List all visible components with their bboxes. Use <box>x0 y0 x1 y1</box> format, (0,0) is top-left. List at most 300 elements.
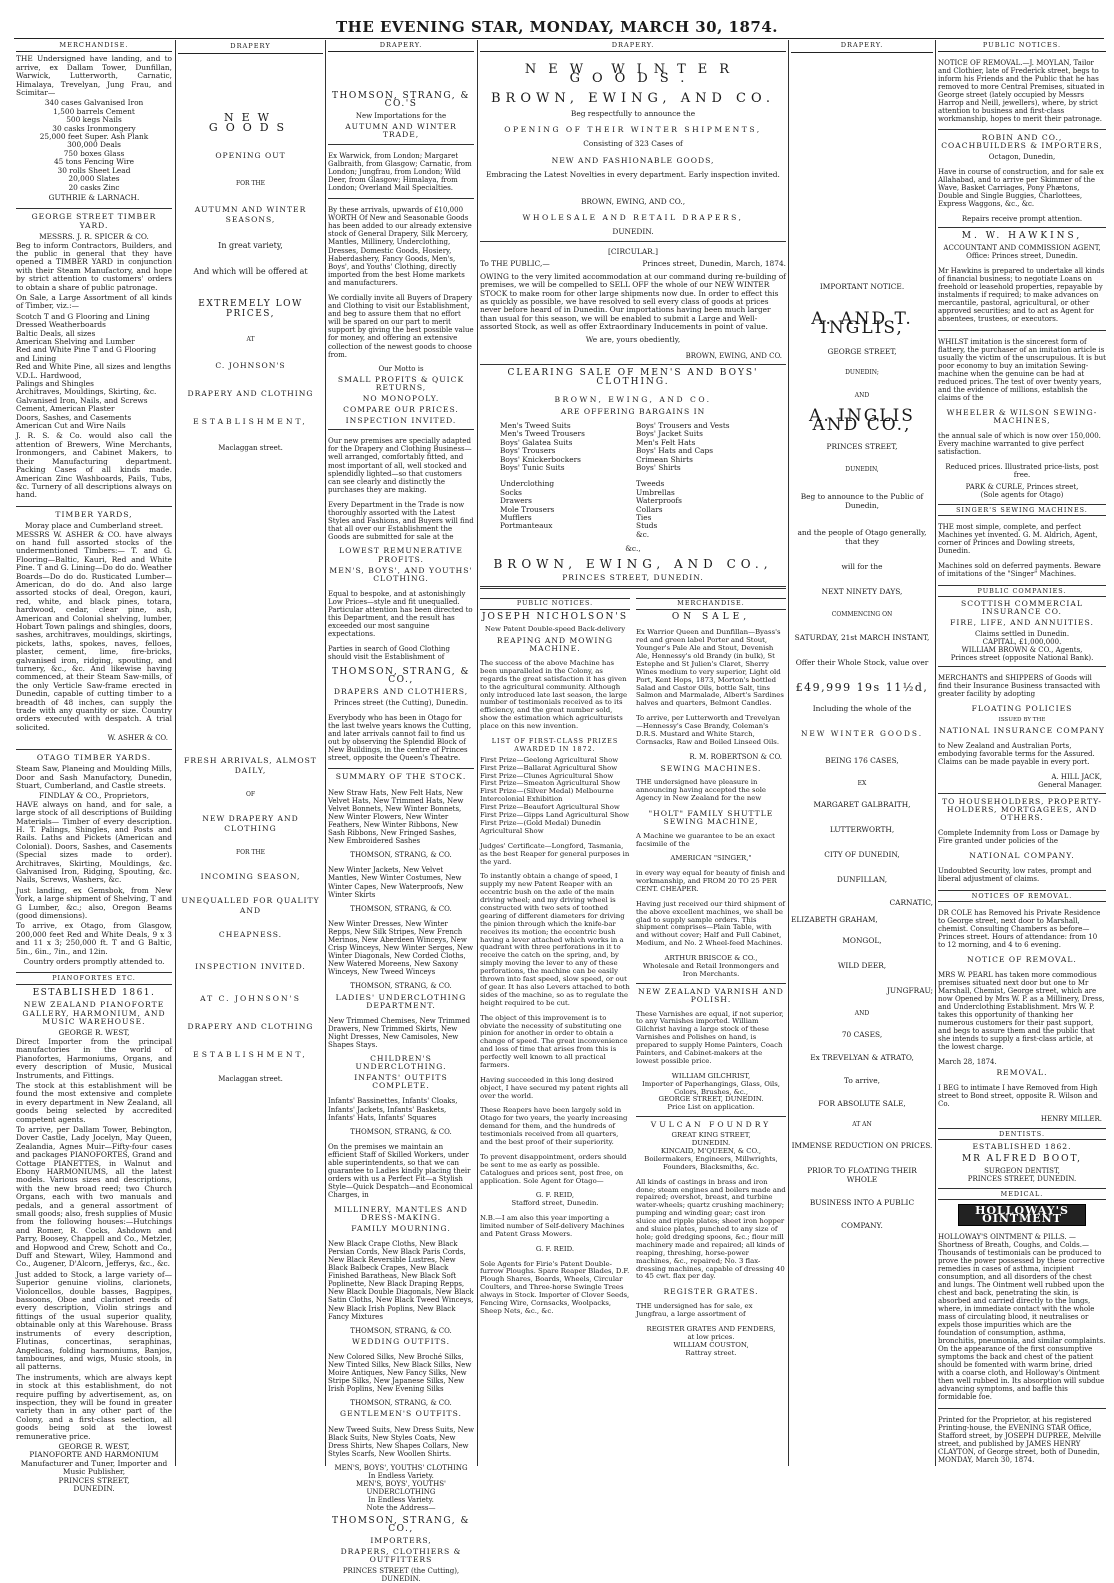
ad-text: the annual sale of which is now over 150,000. Every machine warranted to give perfect satisfaction. <box>938 432 1101 456</box>
list-item: Cement, American Plaster <box>16 404 115 414</box>
ad-line: EXTREMELY LOW PRICES, <box>198 299 303 319</box>
ad-text: WHILST imitation is the sincerest form of flattery, the purchaser of an imitation article is usually the victim of the unscrupulous. It is but poor economy to buy an imitation Sewing-machine when the genuine can be had at reduced prices. The test of over twenty years, and the evidence of millions, establish the claims of the <box>938 338 1106 402</box>
ad-heading: A. INGLIS AND CO., <box>809 406 915 435</box>
list-item: Galvanised Iron, Nails, and Screws <box>16 395 148 405</box>
column-rule <box>477 40 478 1466</box>
ad-signature: BROWN, EWING, AND CO., <box>580 196 686 206</box>
ad-text: Country orders promptly attended to. <box>23 957 165 967</box>
ad-text: N.B.—I am also this year importing a limited number of Self-delivery Machines and Patent Grass Mowers. <box>480 1214 625 1238</box>
divider <box>938 793 1106 794</box>
ad-line: CHILDREN'S UNDERCLOTHING. <box>355 1054 447 1072</box>
list-item: Underclothing <box>500 479 555 489</box>
ad-text: Have in course of construction, and for sale ex Allahabad, and to arrive per Skimmer of the Wave, Basket Carriages, Pony Phætons, Double and Single Buggies, Charlottees, Express Waggons, &c., &c. <box>938 168 1104 208</box>
ad-text: To arrive, per Lutterworth and Trevelyan—Hennessy's Case Brandy, Coleman's D.R.S. Mustard and White Starch, Cornsacks, Raw and Boiled Linseed Oils. <box>636 714 781 746</box>
ad-text: Ex Warwick, from London; Margaret Galbraith, from Glasgow; Carnatic, from London; Jungfrau, from London; Wild Deer, from Glasgow; Himalaya, from London; Overland Mail Specialties. <box>328 151 472 192</box>
ad-text: THE undersigned has for sale, ex Jungfrau, a large assortment of <box>636 1302 753 1318</box>
ad-line: GREAT KING STREET, <box>671 1131 751 1140</box>
ad-line: MEN'S, BOYS', YOUTHS' CLOTHING <box>334 1463 468 1472</box>
divider <box>16 749 172 750</box>
ad-line: AT C. JOHNSON'S <box>200 994 301 1003</box>
ad-heading: GEORGE STREET TIMBER YARD. <box>31 212 157 230</box>
ad-text: Just added to Stock, a large variety of—Superior genuine violins, clarionets, Violoncellos, double basses, Bagpipes, bassoons, Oboe and clarionet reeds of every description, Violin strings and fittings of the usual superior quality, obtainable only at this Warehouse. Brass instruments of every description, Flutinas, concertinas, seraphinas, Angelicas, folding harmoniums, Banjos, tambourines, and wigs, Music stools, in all patterns. <box>16 1269 172 1372</box>
divider <box>328 144 474 145</box>
list-item: Collars <box>636 504 663 514</box>
ad-line: [CIRCULAR.] <box>608 246 658 256</box>
ad-signature: ARTHUR BRISCOE & CO., <box>664 954 758 963</box>
ship-name: JUNGFRAU; <box>886 986 933 995</box>
ad-line: DRAPERS AND CLOTHIERS, <box>333 686 469 696</box>
ad-line: CHEAPNESS. <box>218 930 283 939</box>
ad-signature: BROWN, EWING, AND CO. <box>685 351 782 360</box>
ad-line: To arrive, <box>844 1076 880 1085</box>
ad-signature: PARK & CURLE, Princes street, <box>965 483 1079 491</box>
list-item: &c. <box>636 529 650 539</box>
ad-firm: MESSRS. J. R. SPICER & CO. <box>39 232 149 242</box>
ad-line: WEDDING OUTFITS. <box>351 1336 451 1346</box>
ad-text: By these arrivals, upwards of £10,000 WORTH Of New and Seasonable Goods has been added to our already extensive stock of General Drapery, Silk Mercery, Mantles, Millinery, Underclothing, Dresses, Domestic Goods, Hosiery, Haberdashery, Fancy Goods, Men's, Boys', and Youths' Clothing, directly imported from the best Home markets and manufacturers. <box>328 206 472 287</box>
ship-name: CARNATIC, <box>889 898 933 907</box>
ad-line: AT <box>246 336 255 343</box>
list-item: Men's Tweed Trousers <box>500 429 585 439</box>
ad-line: NATIONAL COMPANY. <box>969 851 1075 860</box>
ad-heading: THOMSON, STRANG, & CO.'S <box>332 91 470 110</box>
ad-signature: Stafford street, Dunedin. <box>511 1199 599 1208</box>
list-item: Mole Trousers <box>500 504 555 514</box>
ad-signature: R. M. ROBERTSON & CO. <box>689 752 782 761</box>
ad-line: Maclaggan street. <box>218 444 283 452</box>
ad-text: Our new premises are specially adapted for the Drapery and Clothing Business—well arranged, comfortably fitted, and most important of all, well stocked and splendidly lighted—so that customers can see clearly and distinctly the purchases they are making. <box>328 437 472 494</box>
ad-signature: THOMSON, STRANG, & CO. <box>350 851 452 860</box>
ad-line: FIRE, LIFE, AND ANNUITIES. <box>950 618 1094 627</box>
ad-signature: WILLIAM GILCHRIST, <box>671 1071 751 1080</box>
ad-line: Princes street, Dunedin, March, 1874. <box>642 259 786 269</box>
ad-text: MRS W. PEARL has taken more commodious premises situated next door but one to Mr Marshall, Chemist, George street, which are now Opened by Mrs W. P. as a Millinery, Dress, and Underclothing Establishment. Mrs W. P. takes this opportunity of thanking her numerous customers for their past support, and begs to assure them and the public that she intends to supply a first-class article, at the lowest charge. <box>938 971 1105 1051</box>
list-item: 340 cases Galvanised Iron <box>44 98 144 108</box>
ad-signature: W. ASHER & CO. <box>107 734 168 743</box>
ad-line: ESTABLISHED 1862. <box>972 1142 1072 1151</box>
ad-heading: BROWN, EWING, AND CO. <box>490 91 775 107</box>
ad-heading: NEW ZEALAND PIANOFORTE GALLERY, HARMONIUM, AND MUSIC WAREHOUSE. <box>22 1000 166 1027</box>
ad-line: PRINCES STREET, DUNEDIN. <box>967 1175 1077 1183</box>
ad-line: In great variety, <box>218 241 283 250</box>
ad-line: Maclaggan street. <box>218 1075 283 1083</box>
ad-heading: BROWN, EWING, AND CO., <box>493 556 773 571</box>
ad-text: New Winter Jackets, New Velvet Mantles, New Winter Costumes, New Winter Capes, New Waterproofs, New Winter Skirts <box>328 866 464 899</box>
list-item: Baltic Deals, all sizes <box>16 328 96 338</box>
ad-line: AND <box>854 1010 870 1017</box>
column-drapery-inglis <box>791 40 933 1466</box>
ad-line: MEN'S, BOYS', YOUTHS' UNDERCLOTHING <box>356 1480 446 1497</box>
list-item: Waterproofs <box>636 496 682 506</box>
ad-line: OPENING OF THEIR WINTER SHIPMENTS, <box>504 125 762 135</box>
divider <box>328 768 474 769</box>
ad-line: WHEELER & WILSON SEWING-MACHINES, <box>946 408 1098 425</box>
divider <box>636 1116 786 1117</box>
ad-text: Ex Warrior Queen and Dunfillan—Byass's red and green label Porter and Stout, Younger's Pale Ale and Stout, Devenish Ale, Hennessy's old Brandy (in bulk), St Estephe and St Julien's Claret, Sherry Wines medium to very superior, Light old Port, Kent Hops, 1873, Morton's bottled Salad and Castor Oils, bottle Salt, tins Salmon and Marmalade, Albert's Sardines halves and quarters, Belmont Candles. <box>636 628 784 708</box>
divider <box>938 330 1106 331</box>
section-tag: PUBLIC COMPANIES. <box>938 585 1106 597</box>
list-item: Boys' Tunic Suits <box>500 463 565 472</box>
ad-heading: ROBIN AND CO., COACHBUILDERS & IMPORTERS, <box>941 133 1103 150</box>
list-item: Men's Tweed Suits <box>500 420 571 430</box>
list-item: Crimean Shirts <box>636 454 693 464</box>
ad-heading: VULCAN FOUNDRY <box>650 1120 772 1130</box>
ad-line: DUNEDIN, <box>845 466 879 473</box>
ad-signature: THOMSON, STRANG, & CO. <box>350 982 452 991</box>
ad-subheading: Moray place and Cumberland street. <box>24 521 164 531</box>
ad-line: "HOLT" FAMILY SHUTTLE SEWING MACHINE, <box>648 808 774 826</box>
ad-signature: GUTHRIE & LARNACH. <box>48 192 140 202</box>
ad-heading: IMPORTANT NOTICE. <box>819 282 905 291</box>
imprint: Printed for the Proprietor, at his registered Printing-house, the EVENING STAR Office, Stafford street, by JOSEPH DUPREE, Melville street, and published by JAMES HENRY CLAYTON, of George street, both of Dunedin, MONDAY, March 30, 1874. <box>938 1416 1101 1464</box>
section-tag: MEDICAL. <box>938 1188 1106 1200</box>
list-item: Mufflers <box>500 513 532 523</box>
ad-text: New Winter Dresses, New Winter Repps, New Silk Stripes, New French Merinos, New Aberdeen Winceys, New Crisp Winceys, New Winter Serges, New Winter Diagonals, New Corded Cloths, New Watered Moreens, New Saxony Winceys, New Tweed Winceys <box>328 919 474 977</box>
column-heading: DRAPERY. <box>480 40 786 52</box>
ship-name: DUNFILLAN, <box>836 875 888 884</box>
masthead-rule <box>14 38 1104 39</box>
ad-line: NEW DRAPERY AND CLOTHING <box>202 814 299 833</box>
ad-line: Claims settled in Dunedin. <box>974 630 1070 638</box>
ad-line: Reduced prices. Illustrated price-lists, post free. <box>945 463 1099 479</box>
ship-name: MARGARET GALBRAITH, <box>813 800 911 809</box>
ad-line: DRAPERS, CLOTHIERS & OUTFITTERS <box>340 1546 462 1564</box>
ad-text: to New Zealand and Australian Ports, embodying favorable terms for the Assured. Claims can be made payable in every port. <box>938 742 1095 766</box>
ad-line: at low prices. <box>687 1332 735 1341</box>
ad-line: COMMENCING ON <box>831 611 893 618</box>
ad-line: Repairs receive prompt attention. <box>961 215 1083 223</box>
ad-heading: A. AND T. INGLIS, <box>811 309 913 338</box>
ad-heading: SEWING MACHINES. <box>660 763 762 773</box>
ad-heading: NOTICE OF REMOVAL. <box>967 955 1077 964</box>
ad-line: Consisting of 323 Cases of <box>583 139 683 149</box>
ship-name: CITY OF DUNEDIN, <box>824 850 900 859</box>
ad-signature: Rattray street. <box>685 1348 737 1357</box>
spicer-ad <box>16 213 172 499</box>
divider <box>16 506 172 507</box>
ad-text: To prevent disappointment, orders should be sent to me as early as possible. Catalogues and prices sent, post free, on application. Sole Agent for Otago— <box>480 1152 627 1185</box>
ad-line: PRINCES STREET (the Cutting), <box>342 1566 460 1575</box>
ad-line: IMMENSE REDUCTION ON PRICES. <box>791 1141 933 1150</box>
ad-heading: CLEARING SALE OF MEN'S AND BOYS' CLOTHING. <box>507 368 759 387</box>
list-item: Architraves, Mouldings, Skirting, &c. <box>16 387 157 397</box>
ad-text: Every Department in the Trade is now thoroughly assorted with the Latest Styles and Fashions, and Buyers will find that all over our Establishment the Goods are submitted for sale at the <box>328 500 474 542</box>
ad-signature: DUNEDIN. <box>612 227 654 237</box>
bargain-list-left <box>500 422 630 539</box>
ad-text: New Black Crape Cloths, New Black Persian Cords, New Black Paris Cords, New Black Reversible Lustres, New Black Balbeck Crapes, New Black Finished Baratheas, New Black Soft Poplinette, New Black Draping Repps, New Black Double Diagonals, New Black Satin Cloths, New Black Tweed Winceys, New Black Irish Poplins, New Black Fancy Mixtures <box>328 1239 474 1321</box>
ad-signature: DUNEDIN. <box>73 1484 115 1493</box>
ad-signature: WILLIAM COUSTON, <box>673 1340 749 1349</box>
prize-list <box>480 757 630 836</box>
ad-text: MESSRS W. ASHER & CO. have always on hand full assorted stocks of the undermentioned Timbers:— T. and G. Flooring—Baltic, Kauri, Red and White Pine. T and G. Lining—Do do do. Weather Boards—Do do do. Rusticated Lumber—American, do do do. And also large assorted stocks of deal, Oregon, kauri, red, white, and black pines, totara, hardwood, cedar, clear pine, ash, American and Colonial shelving, lumber, Hobart Town palings and shingles, doors, sashes, architraves, mouldings, skirtings, pickets, laths, spokes, naves, felloes, plaster, cement, lime, fire-bricks, galvanised iron, ridging, spouting, and turnery, &c., &c. And likewise having commenced, at their Steam Saw-mills, of the only Verticle Saw-frame erected in Dunedin, capable of cutting timber to a breadth of 48 inches, can supply the trade with any quantity or size. Country orders executed with despatch. A trial solicited. <box>16 529 172 732</box>
ad-line: PRINCES STREET, DUNEDIN. <box>562 573 704 583</box>
list-item: American Cut and Wire Nails <box>16 421 126 431</box>
list-item: Ties <box>636 513 652 523</box>
ad-text: The instruments, which are always kept in stock at this establishment, do not require puffing by advertisement, as, on inspection, they will be found in greater variety than in any other part of the Colony, and a first-class selection, all goods being sold at the lowest remunerative price. <box>16 1372 172 1441</box>
ad-text: On Sale, a Large Assortment of all kinds of Timber, viz.:— <box>16 292 172 311</box>
ship-name: MONGOL, <box>842 936 882 945</box>
ad-line: BROWN, EWING, AND CO. <box>554 395 712 405</box>
list-item: 25,000 feet Super. Ash Plank <box>39 132 149 142</box>
column-heading: DRAPERY <box>178 40 323 54</box>
ad-line: BUSINESS INTO A PUBLIC <box>809 1198 915 1207</box>
ad-signature: General Manager. <box>1038 781 1102 789</box>
bargain-list-right <box>636 422 766 539</box>
ad-line: DUNEDIN. <box>381 1575 421 1583</box>
ad-line: MEN'S, BOYS', AND YOUTHS' CLOTHING. <box>329 565 473 583</box>
ad-text: Complete Indemnity from Loss or Damage by Fire granted under policies of the <box>938 829 1100 845</box>
column-drapery-johnson <box>178 40 323 1466</box>
section-tag: SINGER'S SEWING MACHINES. <box>938 504 1106 516</box>
ad-text: MERCHANTS and SHIPPERS of Goods will find their Insurance Business transacted with greater facility by adopting <box>938 674 1101 698</box>
lower-columns <box>480 593 786 1357</box>
list-item: 1,500 barrels Cement <box>53 106 135 116</box>
ad-line: EX <box>857 780 867 787</box>
list-item: First Prize—Geelong Agricultural Show <box>480 755 619 764</box>
circular-header <box>480 260 786 268</box>
column-heading: DRAPERY. <box>791 40 933 53</box>
otago-timber-ad <box>16 754 172 967</box>
ad-line: ARE OFFERING BARGAINS IN <box>560 406 706 416</box>
divider <box>480 586 786 589</box>
ad-signature: PIANOFORTE AND HARMONIUM <box>29 1450 159 1460</box>
ad-text: Just landing, ex Gemsbok, from New York, a large shipment of Shelving, T and G Lumber, &c.; also, Oregon Beams (good dimensions). <box>16 885 172 920</box>
ad-line: OF <box>245 791 256 798</box>
ad-line: Princes street (the Cutting), Dunedin. <box>333 698 469 707</box>
ad-line: FAMILY MOURNING. <box>351 1223 451 1233</box>
list-item: Studs <box>636 521 658 531</box>
section-tag: NOTICES OF REMOVAL. <box>938 890 1106 902</box>
ad-text: The object of this improvement is to obviate the necessity of substituting one pinion for another in order to obtain a change of speed. The great inconvenience and loss of time that arises from this is perfectly well known to all practical farmers. <box>480 1013 628 1070</box>
ad-line: AND <box>854 392 870 399</box>
list-item: Boys' Trousers and Vests <box>636 420 730 430</box>
ad-line: Including the whole of the <box>812 704 912 713</box>
ad-text: Mr Hawkins is prepared to undertake all kinds of financial business; to negotiate Loans on freehold or leasehold properties, repayable by instalments if required; to make advances on mercantile, pastoral, agricultural, or other approved securities; and to act as Agent for absentees, trustees, or executors. <box>938 267 1105 323</box>
ad-firm: GEORGE R. WEST, <box>58 1028 130 1038</box>
ad-signature: WHOLESALE AND RETAIL DRAPERS, <box>522 213 744 223</box>
ad-text: Undoubted Security, low rates, prompt and liberal adjustment of claims. <box>938 867 1092 883</box>
ad-heading: TO HOUSEHOLDERS, PROPERTY-HOLDERS, MORTGAGEES, AND OTHERS. <box>942 797 1102 822</box>
section-tag: PUBLIC NOTICES. <box>480 598 630 610</box>
column-heading: PUBLIC NOTICES. <box>938 40 1106 52</box>
ad-line: PRIOR TO FLOATING THEIR WHOLE <box>807 1166 917 1184</box>
ad-line: and the people of Otago generally, that they <box>797 528 927 546</box>
column-public-notices-right <box>938 40 1106 1466</box>
ad-line: Ex TREVELYAN & ATRATO, <box>810 1053 914 1062</box>
bargain-lists <box>500 422 766 539</box>
ad-line: Octagon, Dunedin, <box>988 153 1056 161</box>
ad-text: THE undersigned have pleasure in announcing having accepted the sole Agency in New Zealand for the new <box>636 778 766 803</box>
ad-line: UNEQUALLED FOR QUALITY AND <box>181 896 320 915</box>
ad-line: C. JOHNSON'S <box>215 361 286 370</box>
ad-line: BEING 176 CASES, <box>825 756 899 765</box>
ad-line: &c., <box>625 544 641 554</box>
ad-line: AMERICAN "SINGER," <box>670 854 752 863</box>
list-item: First Prize—Clunes Agricultural Show <box>480 771 614 780</box>
ad-text: To instantly obtain a change of speed, I supply my new Patent Reaper with an eccentric bush on the axle of the main driving wheel; and my driving wheel is constructed with two sets of toothed gearing of different diameters for driving the pinion through which the knife-bar receives its motion; the eccentric bush having a lever attached which works in a quadrant with three perforations in it to receive the catch on the spring, and, by simply moving the lever to any of these perforations, the machine can be easily thrown into fast speed, slow speed, or out of gear. It has also Levers attached to both sides of the machine, so as to regulate the height required to be cut. <box>480 872 630 1007</box>
ad-line: AT AN <box>852 1121 872 1128</box>
ad-signature: Manufacturer and Tuner, Importer and Music Publisher, <box>20 1458 168 1477</box>
ad-text: Parties in search of Good Clothing should visit the Establishment of <box>328 645 450 662</box>
divider <box>480 241 786 242</box>
ad-text: New Trimmed Chemises, New Trimmed Drawers, New Trimmed Skirts, New Night Dresses, New Camisoles, New Shapes Stays. <box>328 1016 471 1049</box>
ad-line: DUNEDIN; <box>845 369 879 376</box>
ad-text: THE Undersigned have landing, and to arrive, ex Dallam Tower, Dunfillan, Warwick, Lutterworth, Carnatic, Himalaya, Trevelyan, Jung Frau, and Scimitar— <box>16 54 172 98</box>
column-drapery-thomson <box>328 40 474 1583</box>
list-item: Palings and Shingles <box>16 379 94 389</box>
ad-firm: FINDLAY & CO., Proprietors, <box>39 791 149 801</box>
ad-heading: THOMSON, STRANG, & CO., <box>332 666 470 685</box>
ad-text: Beg to inform Contractors, Builders, and the public in general that they have opened a TIMBER YARD in conjunction with their Steam Manufactory, and hope by strict attention to customers' orders to obtain a share of public patronage. <box>16 240 172 292</box>
ad-heading: TIMBER YARDS, <box>55 509 133 519</box>
ad-signature: HENRY MILLER. <box>1040 1115 1102 1123</box>
section-tag: DENTISTS. <box>938 1128 1106 1140</box>
ad-line: COMPANY. <box>841 1221 883 1230</box>
ad-line: ESTABLISHMENT, <box>193 1050 308 1059</box>
list-item: First Prize—Smeaton Agricultural Show <box>480 779 621 788</box>
ad-line: NATIONAL INSURANCE COMPANY <box>939 726 1105 735</box>
column-merchandise-2 <box>636 593 786 1357</box>
ad-heading: M. W. HAWKINS, <box>961 231 1083 241</box>
ad-signature: GEORGE STREET, DUNEDIN. <box>658 1095 764 1104</box>
item-list <box>16 99 172 191</box>
list-item: 500 kegs Nails <box>66 115 122 125</box>
list-item: Boys' Trousers <box>500 446 556 456</box>
list-item: First Prize—Beaufort Agricultural Show <box>480 803 620 812</box>
ad-line: OPENING OUT <box>215 151 286 160</box>
list-item: Men's Felt Hats <box>636 437 696 447</box>
ad-line: SATURDAY, 21st MARCH INSTANT, <box>794 633 930 642</box>
ad-line: SUMMARY OF THE STOCK. <box>335 772 467 782</box>
ad-text: THE most simple, complete, and perfect Machines yet invented. G. M. Aldrich, Agent, corner of Princes and Dowling streets, Dunedin. <box>938 523 1098 555</box>
column-merchandise <box>16 40 172 1493</box>
ad-text: Steam Saw, Planeing and Moulding Mills, Door and Sash Manufactory, Dunedin, Stuart, Cumberland, and Castle streets. <box>16 764 172 790</box>
ad-line: COMPARE OUR PRICES. <box>343 405 459 415</box>
ad-line: FOR THE <box>235 180 266 187</box>
ad-line: INFANTS' OUTFITS COMPLETE. <box>354 1073 448 1091</box>
ship-name: WILD DEER, <box>837 961 887 970</box>
list-item: 45 tons Fencing Wire <box>53 157 134 167</box>
list-item: Tweeds <box>636 479 665 489</box>
holloway-banner: HOLLOWAY'S OINTMENT <box>958 1204 1086 1226</box>
ad-text: These Varnishes are equal, if not superior, to any Varnishes imported. William Gilchrist having a large stock of these Varnishes and Polishes on hand, is prepared to supply Home Painters, Coach Painters, and Cabinet-makers at the lowest possible price. <box>636 1009 784 1065</box>
list-item: Scotch T and G Flooring and Lining <box>16 311 150 321</box>
ad-line: MILLINERY, MANTLES AND DRESS-MAKING. <box>334 1204 468 1222</box>
column-rule <box>175 40 176 1466</box>
ad-text: Direct Importer from the principal manufactories in the world of Pianofortes, Harmoniums, Organs, and every description of Music, Musical Instruments, and Fittings. <box>16 1036 172 1080</box>
ad-heading: REGISTER GRATES. <box>663 1287 759 1297</box>
section-tag: MERCHANDISE. <box>636 598 786 610</box>
ad-line: NEXT NINETY DAYS, <box>821 587 903 596</box>
ad-heading: OTAGO TIMBER YARDS. <box>36 752 152 762</box>
ad-text: Equal to bespoke, and at astonishingly Low Prices—style and fit unequalled. Particular attention has been directed to this Department, and the result has exceeded our most sanguine expectations. <box>328 589 473 639</box>
column-public-notices <box>480 593 630 1357</box>
ad-line: SURGEON DENTIST, <box>984 1167 1060 1175</box>
list-item: Boys' Knickerbockers <box>500 454 581 464</box>
column-rule <box>325 40 326 1466</box>
ad-text: All kinds of castings in brass and iron done; steam engines and boilers made and repaired; overshot, breast, and turbine water-wheels; quartz crushing machinery; pumping and winding gear; cast iron sluice and ripple plates; sheet iron hopper and sluice plates, punched to any size of hole; gold dredging spoons, &c.; flour mill machinery made and repaired; all kinds of reaping, threshing, horse-power machines, &c., repaired; No. 3 flax-dressing machines, capable of dressing 40 to 45 cwt. flax per day. <box>636 1177 786 1281</box>
list-item: First Prize—(Silver Medal) Melbourne Intercolonial Exhibition <box>480 787 614 804</box>
ad-line: In Endless Variety. <box>368 1496 434 1505</box>
ad-signature: WILLIAM BROWN & CO., Agents, <box>961 646 1083 654</box>
ad-signature: THOMSON, STRANG, & CO. <box>350 1127 452 1136</box>
ad-signature: PRINCES STREET, <box>58 1475 130 1485</box>
ad-line: INSPECTION INVITED. <box>345 416 457 426</box>
list-item: Doors, Sashes, and Casements <box>16 412 132 422</box>
column-drapery-brown-ewing <box>480 40 786 1466</box>
ad-text: To arrive, per Dallam Tower, Bebington, Dover Castle, Lady Jocelyn, May Queen, Zealandia, Agnes Muir—Fifty-four cases and packages PIANOFORTES, Grand and Cottage PIANETTES, in Walnut and Ebony HARMONIUMS, all the latest models. Various sizes and descriptions, with the new broad reed; two Church Organs, each with two manuals and pedals, and a general assortment of small goods; also, fresh supplies of Music from the following houses:—Hutchings and Romer, R. Cocks, Ashdown and Parry, Boosey, Chappell and Co., Metzler, and Hopwood and Crew, Schott and Co., Duff and Stewart, Wiley, Hammond and Co., Augener, D'Alcorn, Jefferys, &c., &c. <box>16 1124 172 1269</box>
ad-text: A Machine we guarantee to be an exact facsimile of the <box>636 831 775 848</box>
ad-signature: Wholesale and Retail Ironmongers and Iron Merchants. <box>642 962 780 978</box>
ad-line: NEW AND FASHIONABLE GOODS, <box>551 155 715 165</box>
list-item: 300,000 Deals <box>67 140 121 150</box>
list-item: V.D.L. Hardwood, <box>16 370 82 380</box>
list-item: 20 casks Zinc <box>68 182 120 192</box>
list-item: First Prize—Ballarat Agricultural Show <box>480 763 618 772</box>
list-item: 750 boxes Glass <box>63 148 125 158</box>
ad-line: PRINCES STREET, <box>826 442 898 451</box>
ad-line: LIST OF FIRST-CLASS PRIZES AWARDED IN 1872. <box>491 736 619 753</box>
ad-line: NEW WINTER GOODS. <box>800 729 924 738</box>
ad-text: HAVE always on hand, and for sale, a large stock of all descriptions of Building Materials— Timber of every description. H. T. Palings, Shingles, and Posts and Rails. Laths and Pickets (American and Colonial). Doors, Sashes, and Casements (Special sizes made to order). Architraves, Skirting, Mouldings, &c. Galvanised Iron, Ridging, Spouting, &c. Nails, Screws, Washers, &c. <box>16 799 172 885</box>
ad-line: ISSUED BY THE <box>998 717 1046 723</box>
ad-line: GEORGE STREET, <box>827 347 897 356</box>
ad-line: Price List on application. <box>667 1103 755 1112</box>
ad-text: New Colored Silks, New Broché Silks, New Tinted Silks, New Black Silks, New Moire Antiques, New Fancy Silks, New Stripe Silks, New Japanese Silks, New Irish Poplins, New Evening Silks <box>328 1352 472 1394</box>
column-heading: DRAPERY. <box>328 40 474 52</box>
ad-text: Having just received our third shipment of the above excellent machines, we shall be glad to supply sample orders. This shipment comprises—Plain Table, with and without cover; Half and Full Cabinet, Medium, and No. 2 Wheel-feed Machines. <box>636 899 786 948</box>
list-item: Socks <box>500 487 522 497</box>
ad-text: The success of the above Machine has been unparalleled in the Colony, as regards the great satisfaction it has given to the agricultural community. Although only introduced late last season, the large number of testimonials received as to its efficiency, and the great number sold, show the estimation which agriculturists place on this new invention. <box>480 658 628 731</box>
ad-text: Everybody who has been in Otago for the last twelve years knows the Cutting, and later arrivals cannot fail to find us out by observing the Splendid Block of New Buildings, in the centre of Princes street, opposite the Queen's Theatre. <box>328 713 472 763</box>
divider <box>938 227 1106 228</box>
list-item: 20,000 Slates <box>68 174 120 184</box>
ad-text: New Tweed Suits, New Dress Suits, New Black Suits, New Styles Coats, New Dress Shirts, New Shapes Collars, New Styles Scarfs, New Woollen Shirts. <box>328 1425 474 1458</box>
ad-text: On the premises we maintain an efficient Staff of Skilled Workers, under able superintendents, so that we can guarantee to Ladies kindly placing their orders with us a Perfect Fit—a Stylish Style—Quick Despatch—and Economical Charges, in <box>328 1142 473 1200</box>
ad-line: INCOMING SEASON, <box>200 872 301 881</box>
list-item: Boys' Hats and Caps <box>636 446 714 456</box>
ship-name: ELIZABETH GRAHAM, <box>791 915 878 924</box>
ad-line: DRAPERY AND CLOTHING <box>187 1022 314 1031</box>
piano-ad <box>16 989 172 1494</box>
divider <box>328 198 474 199</box>
ad-signature: THOMSON, STRANG, & CO. <box>350 1399 452 1408</box>
ad-line: Offer their Whole Stock, value over <box>795 658 929 667</box>
ship-name: LUTTERWORTH, <box>829 825 895 834</box>
ad-line: CAPITAL, £1,000,000. <box>982 638 1062 646</box>
ad-line: IMPORTERS, <box>370 1535 432 1545</box>
ad-line: New Patent Double-speed Back-delivery <box>484 625 626 634</box>
ad-line: We are, yours obediently, <box>585 334 681 344</box>
list-item: 30 casks Ironmongery <box>52 123 136 133</box>
list-item: First Prize—(Gold Medal) Dunedin Agricultural Show <box>480 819 601 835</box>
ad-line: To THE PUBLIC,— <box>480 259 550 269</box>
ad-text: To arrive, ex Otago, from Glasgow, 200,000 feet Red and White Deals, 9 x 3 and 11 x 3; 250,000 ft. T and G Baltic, 5in., 6in., 7in., and 12in. <box>16 921 172 956</box>
ad-line: Boilermakers, Engineers, Millwrights, Founders, Blacksmiths, &c. <box>644 1154 778 1171</box>
ad-text: DR COLE has Removed his Private Residence to George street, next door to Marshall, chemist. Consulting Chambers as before—Princes street. Hours of attendance: from 10 to 12 morning, and 4 to 6 evening. <box>938 909 1101 949</box>
ad-line: New Importations for the <box>355 112 447 121</box>
list-item: Boys' Galatea Suits <box>500 437 573 447</box>
ad-text: We cordially invite all Buyers of Drapery and Clothing to visit our Establishment, and beg to assure them that no effort will be spared on our part to merit support by giving the best possible value for money, and offering an extensive collection of the newest goods to choose from. <box>328 293 474 359</box>
ad-line: ACCOUNTANT AND COMMISSION AGENT, <box>943 244 1101 252</box>
list-item: American Shelving and Lumber <box>16 337 135 346</box>
list-item: Red and White Pine T and G Flooring and Lining <box>16 345 157 363</box>
ad-text: These Reapers have been largely sold in Otago for two years, the yearly increasing demand for them, and the hundreds of testimonials received from all quarters, and the best proof of their superiority. <box>480 1106 628 1147</box>
ad-line: FLOATING POLICIES <box>971 704 1073 713</box>
ad-line: 70 CASES, <box>841 1030 883 1039</box>
list-item: 30 rolls Sheet Lead <box>57 165 131 175</box>
ad-heading: ON SALE, <box>671 612 751 623</box>
